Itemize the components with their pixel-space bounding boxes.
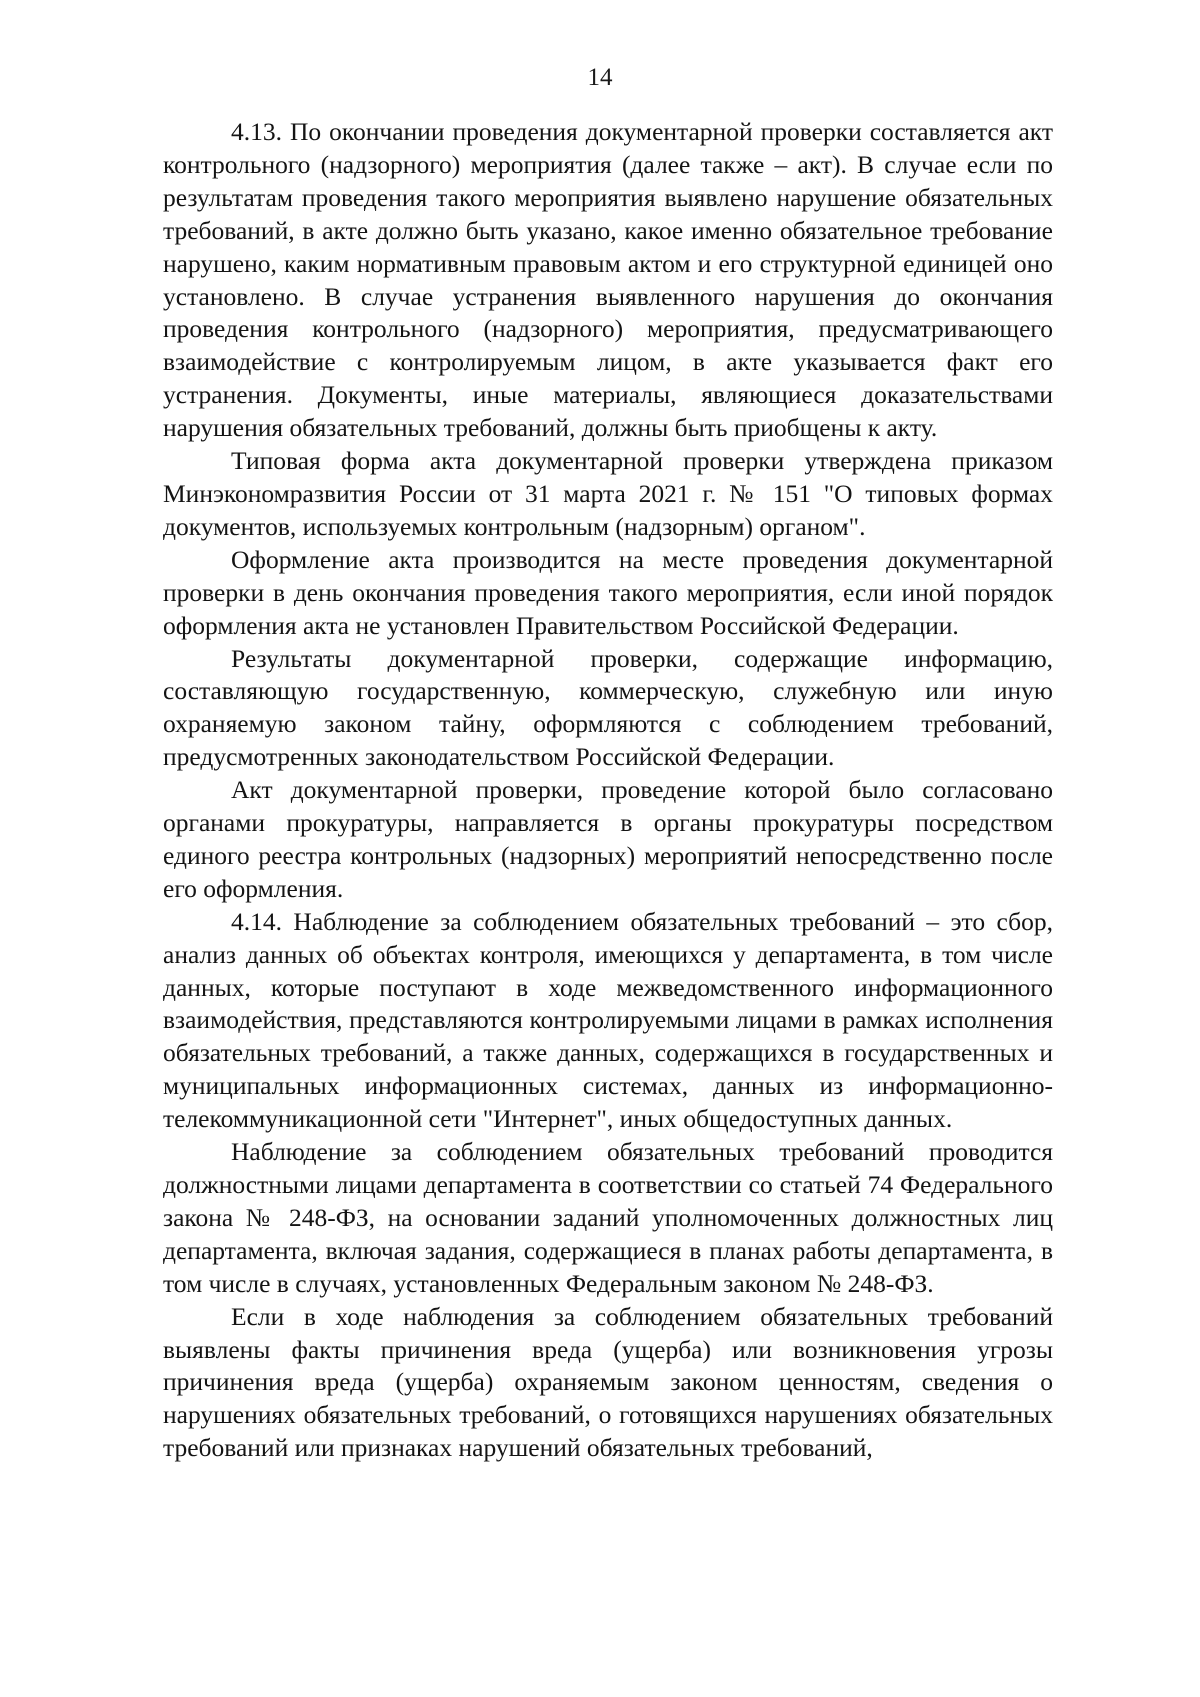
paragraph-act-form: Типовая форма акта документарной проверки утверждена приказом Минэкономразвития России от 31 марта 2021 г. № 151 "О типовых формах документов, используемых контрольным (надзорным) органом".	[163, 446, 1053, 541]
paragraph-observation: Наблюдение за соблюдением обязательных требований проводится должностными лицами департамента в соответствии со статьей 74 Федерального закона № 248-ФЗ, на основании заданий уполномоченных должностных лиц департамента, включая задания, содержащиеся в планах работы департамента, в том числе в случаях, установленных Федеральным законом № 248-ФЗ.	[163, 1137, 1053, 1298]
paragraph-results-secret: Результаты документарной проверки, содержащие информацию, составляющую государственную, коммерческую, служебную или иную охраняемую законом тайну, оформляются с соблюдением требований, предусмотренных законодательством Российской Федерации.	[163, 643, 1053, 772]
page-number: 14	[587, 64, 613, 91]
document-body	[163, 116, 1053, 1465]
paragraph-4-13: 4.13. По окончании проведения документарной проверки составляется акт контрольного (надзорного) мероприятия (далее также – акт). В случае если по результатам проведения такого мероприятия выявлено нарушение обязательных требований, в акте должно быть указано, какое именно обязательное требование нарушено, каким нормативным правовым актом и его структурной единицей оно установлено. В случае устранения выявленного нарушения до окончания проведения контрольного (надзорного) мероприятия, предусматривающего взаимодействие с контролируемым лицом, в акте указывается факт его устранения. Документы, иные материалы, являющиеся доказательствами нарушения обязательных требований, должны быть приобщены к акту.	[163, 117, 1053, 443]
paragraph-4-14: 4.14. Наблюдение за соблюдением обязательных требований – это сбор, анализ данных об объектах контроля, имеющихся у департамента, в том числе данных, которые поступают в ходе межведомственного информационного взаимодействия, представляются контролируемыми лицами в рамках исполнения обязательных требований, а также данных, содержащихся в государственных и муниципальных информационных системах, данных из информационно-телекоммуникационной сети "Интернет", иных общедоступных данных.	[163, 906, 1053, 1134]
paragraph-act-execution: Оформление акта производится на месте проведения документарной проверки в день окончания проведения такого мероприятия, если иной порядок оформления акта не установлен Правительством Российской Федерации.	[163, 544, 1053, 640]
paragraph-prosecutor: Акт документарной проверки, проведение которой было согласовано органами прокуратуры, направляется в органы прокуратуры посредством единого реестра контрольных (надзорных) мероприятий непосредственно после его оформления.	[163, 775, 1053, 903]
paragraph-violations: Если в ходе наблюдения за соблюдением обязательных требований выявлены факты причинения вреда (ущерба) или возникновения угрозы причинения вреда (ущерба) охраняемым законом ценностям, сведения о нарушениях обязательных требований, о готовящихся нарушениях обязательных требований или признаках нарушений обязательных требований,	[163, 1301, 1053, 1463]
